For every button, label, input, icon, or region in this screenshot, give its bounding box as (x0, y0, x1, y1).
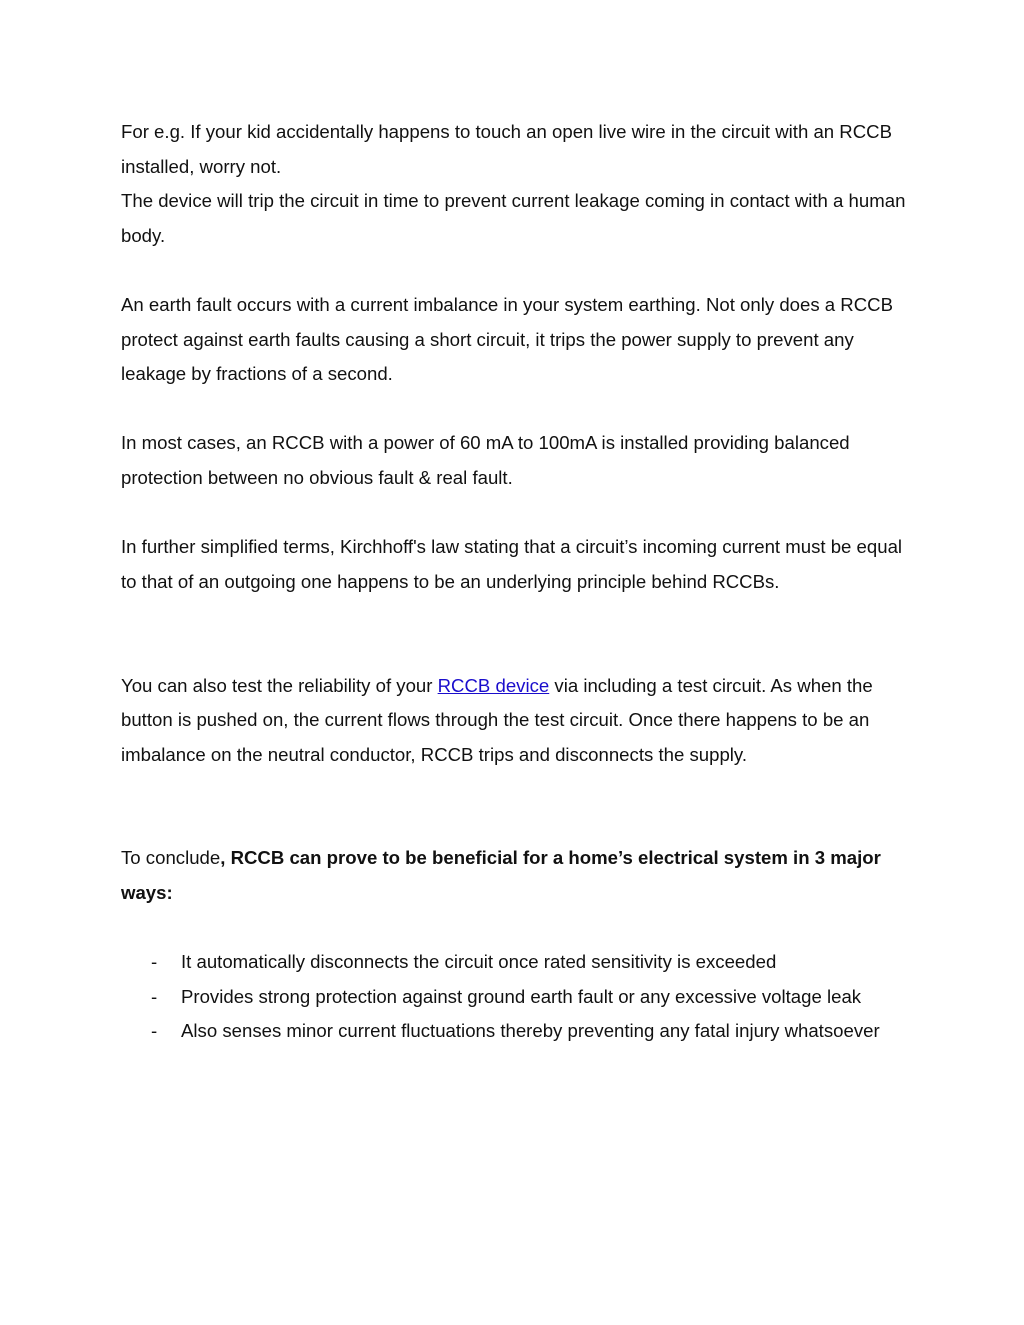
test-circuit-text-after: via including a test circuit. As when the button is pushed on, the current flows through the test circuit. Once there happens to be an imbalance on the neutral conductor, RCCB trips and disconnects the supply. (121, 674, 873, 765)
spacer (121, 911, 911, 946)
list-item (121, 1014, 911, 1049)
spacer (121, 496, 911, 531)
paragraph-kirchhoff: In further simplified terms, Kirchhoff's law stating that a circuit’s incoming current must be equal to that of an outgoing one happens to be an underlying principle behind RCCBs. (121, 536, 903, 592)
list-item (121, 945, 911, 980)
paragraph-device-trip: The device will trip the circuit in time to prevent current leakage coming in contact with a human body. (121, 190, 906, 246)
list-item (121, 980, 911, 1015)
conclusion-lead: To conclude (121, 847, 221, 869)
bullet-dash: - (151, 951, 158, 973)
list-item-text: Provides strong protection against ground earth fault or any excessive voltage leak (181, 985, 862, 1007)
paragraph-kid-example: For e.g. If your kid accidentally happens to touch an open live wire in the circuit with an RCCB installed, worry not. (121, 121, 892, 177)
paragraph-earth-fault: An earth fault occurs with a current imbalance in your system earthing. Not only does a RCCB protect against earth faults causing a short circuit, it trips the power supply to prevent any leakage by fractions of a second. (121, 293, 893, 385)
benefits-list (121, 945, 911, 1049)
paragraph-power-rating: In most cases, an RCCB with a power of 60 mA to 100mA is installed providing balanced protection between no obvious fault & real fault. (121, 432, 850, 488)
bullet-dash: - (151, 1020, 158, 1042)
spacer (121, 253, 911, 288)
paragraph-conclusion (121, 841, 911, 910)
spacer (121, 392, 911, 427)
document-page (121, 115, 911, 1049)
rccb-device-link[interactable]: RCCB device (437, 674, 550, 696)
list-item-text: Also senses minor current fluctuations thereby preventing any fatal injury whatsoever (181, 1020, 880, 1042)
list-item-text: It automatically disconnects the circuit once rated sensitivity is exceeded (181, 951, 777, 973)
conclusion-bold: , RCCB can prove to be beneficial for a home’s electrical system in 3 major ways: (121, 847, 881, 904)
spacer (121, 772, 911, 841)
test-circuit-text-before: You can also test the reliability of your (121, 674, 438, 696)
paragraph-test-circuit (121, 669, 911, 773)
bullet-dash: - (151, 985, 158, 1007)
spacer (121, 599, 911, 668)
